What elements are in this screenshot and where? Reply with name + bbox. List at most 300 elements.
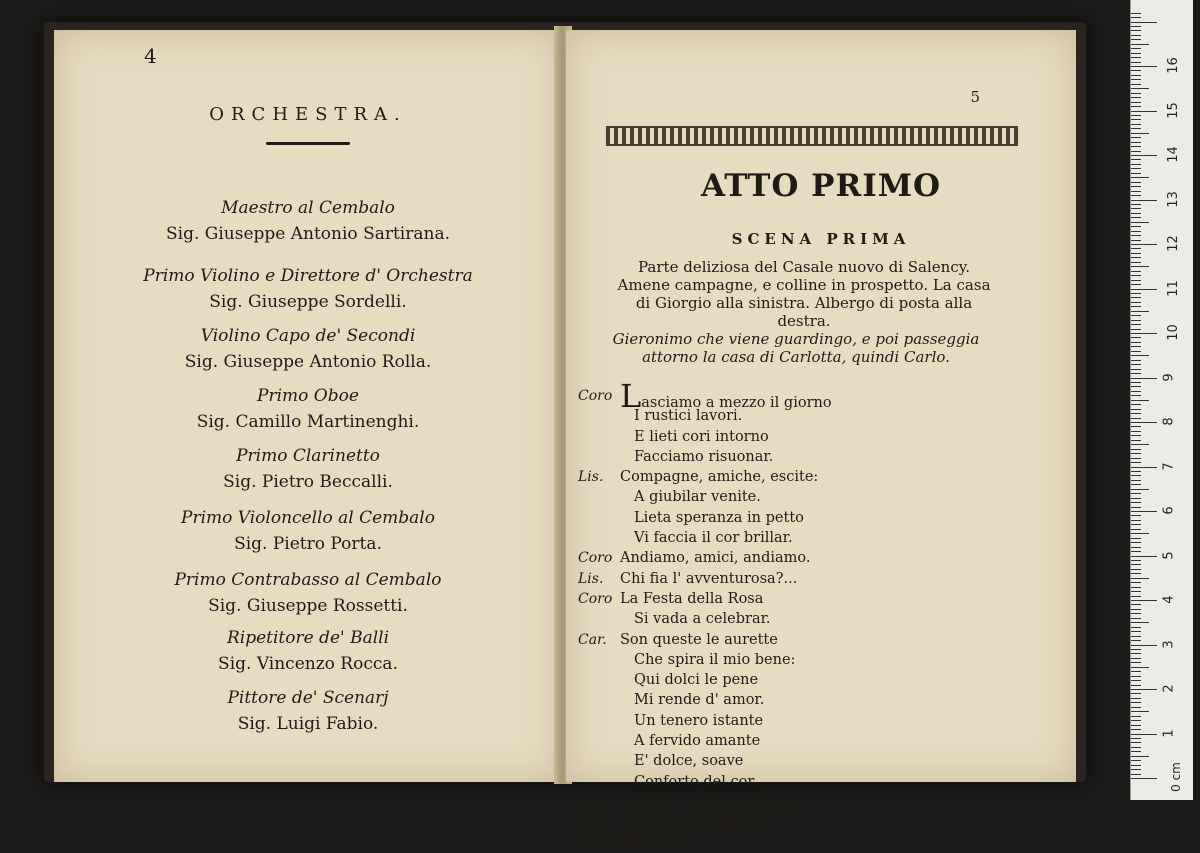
ruler-tick (1131, 88, 1149, 89)
ruler-tick (1131, 97, 1141, 98)
libretto-line (578, 427, 1048, 447)
ruler-tick (1131, 467, 1157, 468)
libretto-line (578, 406, 1048, 426)
libretto-line (578, 772, 1048, 792)
ruler-tick (1131, 680, 1141, 681)
scene-title: SCENA PRIMA (731, 230, 911, 248)
verse-text (634, 406, 742, 426)
verse-words: Lieta speranza in petto (634, 509, 804, 526)
speaker-label: Coro (578, 590, 613, 607)
ruler-tick (1131, 720, 1141, 721)
verse-words: Signore, io sono stanco. (620, 793, 796, 810)
title-rule (266, 142, 350, 145)
ruler-number: 8 (1161, 417, 1177, 426)
ruler-tick (1131, 685, 1141, 686)
ruler-tick (1131, 208, 1141, 209)
ruler-tick (1131, 53, 1141, 54)
verse-text (634, 487, 761, 507)
musician-name: Sig. Pietro Beccalli. (223, 472, 393, 492)
ruler-tick (1131, 653, 1141, 654)
verse-words: Si vada a celebrar. (634, 611, 771, 628)
ruler-tick (1131, 173, 1141, 174)
ruler-tick (1131, 102, 1141, 103)
ruler-tick (1131, 337, 1141, 338)
orchestra-role: Violino Capo de' Secondi (200, 326, 416, 346)
ruler-tick (1131, 622, 1149, 623)
libretto-text (578, 377, 1048, 853)
verse-words: Chi fia l' avventurosa?... (620, 570, 798, 587)
ruler-tick (1131, 689, 1157, 690)
orchestra-entry (54, 628, 562, 674)
libretto-line (578, 812, 1048, 832)
ruler-tick (1131, 119, 1141, 120)
verse-words: La Festa della Rosa (620, 590, 764, 607)
ruler-tick (1131, 484, 1141, 485)
stage-direction: Gieronimo che viene guardingo, e poi passeggia attorno la casa di Carlotta, quindi Carlo. (612, 330, 980, 366)
libretto-line (578, 467, 1048, 487)
speaker-label: Coro (578, 550, 613, 567)
verse-words: A fervido amante (634, 733, 761, 750)
ruler-tick (1131, 627, 1141, 628)
libretto-line (578, 731, 1048, 751)
ruler-number: 12 (1165, 235, 1181, 252)
ruler-tick (1131, 480, 1141, 481)
ruler-tick (1131, 524, 1141, 525)
ruler-tick (1131, 631, 1141, 632)
ruler-tick (1131, 698, 1141, 699)
ruler-tick (1131, 39, 1141, 40)
ruler-number: 16 (1165, 57, 1181, 74)
libretto-line (578, 508, 1048, 528)
libretto-line (578, 377, 1048, 415)
ruler-tick (1131, 449, 1141, 450)
ruler-tick (1131, 351, 1141, 352)
ruler-tick (1131, 137, 1141, 138)
ruler-tick (1131, 191, 1141, 192)
ruler-number: 14 (1165, 146, 1181, 163)
verse-words: Mi rende d' amor. (634, 692, 765, 709)
ruler-tick (1131, 596, 1141, 597)
ruler-tick (1131, 600, 1157, 601)
scene-setting: Parte deliziosa del Casale nuovo di Salency. Amene campagne, e colline in prospetto. La casa di Giorgio alla sinistra. Albergo di posta alla destra. (617, 258, 991, 330)
ruler-tick (1131, 297, 1141, 298)
ruler-number: 15 (1165, 101, 1181, 119)
verse-words: Son queste le aurette (620, 631, 778, 648)
ruler-number: 3 (1161, 639, 1177, 649)
ruler-tick (1131, 62, 1141, 63)
ruler-tick (1131, 159, 1141, 160)
ruler-number: 2 (1161, 684, 1177, 693)
ruler-tick (1131, 676, 1141, 677)
ruler-tick (1131, 604, 1141, 605)
orchestra-entry (54, 326, 562, 372)
verse-words: asciamo a mezzo il giorno (641, 395, 832, 411)
libretto-line (578, 447, 1048, 467)
ruler-tick (1131, 311, 1149, 312)
speaker-label: Lis. (578, 469, 604, 486)
ruler-tick (1131, 760, 1141, 761)
musician-name: Sig. Giuseppe Antonio Sartirana. (166, 224, 450, 244)
ruler-tick (1131, 142, 1141, 143)
ruler-tick (1131, 275, 1141, 276)
ruler-tick (1131, 556, 1157, 557)
ruler-tick (1131, 538, 1141, 539)
ruler-number: 5 (1161, 550, 1177, 560)
orchestra-entry (54, 508, 562, 554)
ruler-tick (1131, 168, 1141, 169)
ruler-tick (1131, 493, 1141, 494)
ruler-tick (1131, 564, 1141, 565)
ruler-tick (1131, 444, 1149, 445)
ruler-tick (1131, 573, 1141, 574)
libretto-line (578, 650, 1048, 670)
ruler-tick (1131, 217, 1141, 218)
musician-name: Sig. Camillo Martinenghi. (196, 412, 420, 432)
musician-name: Sig. Giuseppe Sordelli. (209, 292, 407, 312)
ruler-tick (1131, 306, 1141, 307)
ruler-tick (1131, 200, 1157, 201)
musician-name: Sig. Giuseppe Rossetti. (208, 596, 408, 616)
ruler-tick (1131, 578, 1149, 579)
ruler-number: 13 (1165, 190, 1181, 208)
ruler-tick (1131, 765, 1141, 766)
ruler-tick (1131, 533, 1149, 534)
libretto-line (578, 548, 1048, 568)
libretto-line (578, 833, 1048, 853)
ruler-tick (1131, 22, 1157, 23)
ruler-tick (1131, 75, 1141, 76)
libretto-line (578, 792, 1048, 812)
ruler-tick (1131, 395, 1141, 396)
ruler-tick (1131, 418, 1141, 419)
ruler-tick (1131, 751, 1141, 752)
ruler-tick (1131, 645, 1157, 646)
ruler-tick (1131, 489, 1149, 490)
ruler-tick (1131, 671, 1141, 672)
verse-text (634, 751, 743, 771)
libretto-line (578, 528, 1048, 548)
ruler-tick (1131, 640, 1141, 641)
ruler-tick (1131, 422, 1157, 423)
ruler-tick (1131, 778, 1157, 779)
ruler-tick (1131, 471, 1141, 472)
verse-text (634, 508, 804, 528)
ruler-tick (1131, 226, 1141, 227)
speaker-label: Coro (578, 388, 613, 404)
ruler-tick (1131, 431, 1141, 432)
ruler-tick (1131, 248, 1141, 249)
ruler-tick (1131, 204, 1141, 205)
left-page (54, 30, 562, 782)
verse-words: Ma, qui... (620, 834, 690, 851)
libretto-line (578, 569, 1048, 589)
ruler-tick (1131, 315, 1141, 316)
ruler-tick (1131, 93, 1141, 94)
verse-text (620, 467, 818, 487)
ruler-unit-label: 0 cm (1168, 762, 1183, 792)
libretto-line (578, 630, 1048, 650)
ruler-tick (1131, 369, 1141, 370)
ruler-tick (1131, 435, 1141, 436)
ruler-tick (1131, 378, 1157, 379)
ruler-tick (1131, 542, 1141, 543)
orchestra-entry (54, 198, 562, 244)
ruler-tick (1131, 582, 1141, 583)
ruler-tick (1131, 409, 1141, 410)
ruler-tick (1131, 507, 1141, 508)
ruler-tick (1131, 649, 1141, 650)
ruler-tick (1131, 346, 1141, 347)
libretto-line (578, 751, 1048, 771)
ruler-tick (1131, 235, 1141, 236)
ruler-tick (1131, 320, 1141, 321)
ruler-tick (1131, 146, 1141, 147)
page-number-right: 5 (970, 88, 980, 106)
ruler-tick (1131, 355, 1149, 356)
verse-text (634, 731, 760, 751)
verse-words: E lieti cori intorno (634, 428, 769, 445)
ruler-tick (1131, 707, 1141, 708)
ruler-tick (1131, 716, 1141, 717)
ruler-tick (1131, 462, 1141, 463)
ruler-tick (1131, 342, 1141, 343)
ruler-tick (1131, 186, 1141, 187)
ruler-tick (1131, 400, 1149, 401)
ruler-tick (1131, 271, 1141, 272)
ruler-tick (1131, 734, 1157, 735)
verse-words: I rustici lavori. (634, 408, 743, 425)
orchestra-role: Ripetitore de' Balli (226, 628, 390, 648)
verse-text (634, 447, 773, 467)
ruler-tick (1131, 693, 1141, 694)
ruler-tick (1131, 195, 1141, 196)
orchestra-title: ORCHESTRA. (209, 104, 407, 125)
verse-words: Qui dolci le pene (634, 672, 759, 689)
ruler-tick (1131, 386, 1141, 387)
ruler-tick (1131, 364, 1141, 365)
ruler-tick (1131, 128, 1141, 129)
ruler-tick (1131, 164, 1141, 165)
verse-text (620, 812, 775, 832)
ruler-tick (1131, 48, 1141, 49)
act-title: ATTO PRIMO (700, 168, 942, 204)
ruler-tick (1131, 747, 1141, 748)
verse-text (620, 833, 690, 853)
ruler-tick (1131, 729, 1141, 730)
verse-text (634, 427, 769, 447)
musician-name: Sig. Luigi Fabio. (237, 714, 379, 734)
ruler-tick (1131, 324, 1141, 325)
measuring-ruler (1130, 0, 1193, 800)
ruler-tick (1131, 738, 1141, 739)
ruler-tick (1131, 458, 1141, 459)
ruler-tick (1131, 667, 1149, 668)
orchestra-role: Primo Clarinetto (236, 446, 380, 466)
ruler-tick (1131, 253, 1141, 254)
speaker-label: Gie. (578, 834, 607, 851)
verse-text (620, 569, 797, 589)
ruler-tick (1131, 725, 1141, 726)
verse-words: Andiamo, amici, andiamo. (620, 550, 811, 567)
orchestra-entry (54, 386, 562, 432)
drop-cap: L (620, 377, 642, 415)
ruler-tick (1131, 662, 1141, 663)
musician-name: Sig. Vincenzo Rocca. (218, 654, 398, 674)
ruler-tick (1131, 756, 1149, 757)
verse-words: Facciamo risuonar. (634, 448, 774, 465)
verse-text (634, 528, 793, 548)
orchestra-role: Maestro al Cembalo (221, 198, 395, 218)
ruler-tick (1131, 742, 1141, 743)
verse-words: Compagne, amiche, escite: (620, 469, 819, 486)
ruler-tick (1131, 231, 1141, 232)
orchestra-role: Primo Violino e Direttore d' Orchestra (143, 266, 473, 286)
page-number-left: 4 (144, 44, 157, 68)
verse-text (620, 589, 763, 609)
libretto-line (578, 670, 1048, 690)
ruler-tick (1131, 511, 1157, 512)
ruler-tick (1131, 66, 1157, 67)
verse-text (634, 650, 795, 670)
ruler-tick (1131, 529, 1141, 530)
ruler-tick (1131, 257, 1141, 258)
verse-text (634, 690, 764, 710)
speaker-label: Gie. (578, 793, 607, 810)
ornamental-border (606, 126, 1018, 146)
orchestra-entry (54, 446, 562, 492)
ruler-tick (1131, 609, 1141, 610)
ruler-tick (1131, 244, 1157, 245)
verse-words: Che spira il mio bene: (634, 651, 796, 668)
orchestra-entry (54, 688, 562, 734)
ruler-tick (1131, 711, 1149, 712)
ruler-tick (1131, 177, 1149, 178)
ruler-tick (1131, 551, 1141, 552)
verse-text (634, 609, 771, 629)
ruler-tick (1131, 591, 1141, 592)
verse-words: Io brucio, amico mio. (620, 814, 776, 831)
ruler-tick (1131, 155, 1157, 156)
ruler-tick (1131, 413, 1141, 414)
ruler-tick (1131, 373, 1141, 374)
verse-text (634, 772, 757, 792)
ruler-tick (1131, 57, 1141, 58)
ruler-tick (1131, 618, 1141, 619)
ruler-tick (1131, 382, 1141, 383)
ruler-tick (1131, 569, 1141, 570)
verse-words: Conforto del cor. (634, 773, 758, 790)
verse-text (620, 630, 778, 650)
orchestra-role: Primo Violoncello al Cembalo (181, 508, 435, 528)
ruler-tick (1131, 453, 1141, 454)
verse-text (634, 670, 758, 690)
ruler-tick (1131, 547, 1141, 548)
ruler-tick (1131, 284, 1141, 285)
verse-words: A giubilar venite. (634, 489, 761, 506)
musician-name: Sig. Pietro Porta. (234, 534, 382, 554)
ruler-tick (1131, 702, 1141, 703)
ruler-tick (1131, 240, 1141, 241)
ruler-tick (1131, 360, 1141, 361)
ruler-tick (1131, 293, 1141, 294)
ruler-tick (1131, 587, 1141, 588)
ruler-tick (1131, 222, 1149, 223)
ruler-tick (1131, 35, 1141, 36)
ruler-number: 10 (1165, 324, 1181, 341)
ruler-tick (1131, 769, 1141, 770)
verse-text (620, 792, 796, 812)
libretto-line (578, 690, 1048, 710)
ruler-tick (1131, 280, 1141, 281)
ruler-tick (1131, 151, 1141, 152)
ruler-tick (1131, 133, 1149, 134)
speaker-label: Car. (578, 814, 607, 831)
ruler-tick (1131, 106, 1141, 107)
libretto-line (578, 589, 1048, 609)
verse-words: Vi faccia il cor brillar. (634, 530, 793, 547)
orchestra-role: Pittore de' Scenarj (227, 688, 389, 708)
ruler-tick (1131, 17, 1141, 18)
libretto-line (578, 711, 1048, 731)
ruler-tick (1131, 26, 1141, 27)
speaker-label: Lis. (578, 570, 604, 587)
verse-words: Un tenero istante (634, 712, 764, 729)
ruler-tick (1131, 13, 1141, 14)
ruler-tick (1131, 70, 1141, 71)
libretto-line (578, 609, 1048, 629)
ruler-tick (1131, 774, 1141, 775)
right-page (566, 30, 1076, 851)
orchestra-role: Primo Oboe (257, 386, 359, 406)
ruler-tick (1131, 124, 1141, 125)
verse-text (620, 548, 810, 568)
orchestra-entry (54, 570, 562, 616)
ruler-tick (1131, 182, 1141, 183)
ruler-number: 6 (1161, 506, 1177, 515)
ruler-tick (1131, 79, 1141, 80)
ruler-tick (1131, 44, 1149, 45)
ruler-tick (1131, 266, 1149, 267)
ruler-tick (1131, 613, 1141, 614)
ruler-number: 1 (1161, 728, 1177, 738)
ruler-tick (1131, 515, 1141, 516)
ruler-tick (1131, 475, 1141, 476)
speaker-label: Car. (578, 631, 607, 648)
ruler-tick (1131, 289, 1157, 290)
ruler-tick (1131, 636, 1141, 637)
verse-words: E' dolce, soave (634, 753, 744, 770)
ruler-tick (1131, 262, 1141, 263)
verse-text (634, 711, 763, 731)
ruler-number: 11 (1165, 279, 1181, 297)
ruler-tick (1131, 426, 1141, 427)
ruler-number: 4 (1161, 595, 1177, 604)
ruler-number: 7 (1161, 461, 1177, 471)
ruler-tick (1131, 333, 1157, 334)
ruler-tick (1131, 329, 1141, 330)
ruler-tick (1131, 658, 1141, 659)
musician-name: Sig. Giuseppe Antonio Rolla. (184, 352, 432, 372)
libretto-line (578, 487, 1048, 507)
ruler-tick (1131, 302, 1141, 303)
ruler-tick (1131, 391, 1141, 392)
ruler-tick (1131, 213, 1141, 214)
ruler-tick (1131, 520, 1141, 521)
ruler-tick (1131, 115, 1141, 116)
ruler-tick (1131, 111, 1157, 112)
ruler-tick (1131, 560, 1141, 561)
ruler-tick (1131, 440, 1141, 441)
